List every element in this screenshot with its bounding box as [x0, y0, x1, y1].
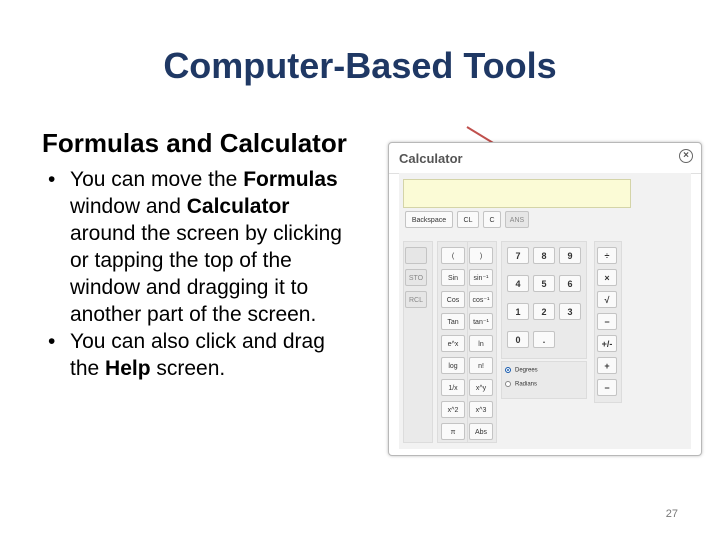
key-operator[interactable]: +: [597, 357, 617, 374]
key-function[interactable]: x^3: [469, 401, 493, 418]
key-function[interactable]: Sin: [441, 269, 465, 286]
key-function[interactable]: Abs: [469, 423, 493, 440]
close-icon[interactable]: ×: [679, 149, 693, 163]
key-operator[interactable]: ÷: [597, 247, 617, 264]
angle-mode-degrees[interactable]: [505, 367, 538, 374]
radio-icon[interactable]: [505, 367, 511, 373]
calculator-window[interactable]: [388, 142, 702, 456]
key-function[interactable]: π: [441, 423, 465, 440]
page-number: 27: [665, 508, 678, 520]
key-function[interactable]: x^y: [469, 379, 493, 396]
key-sto[interactable]: STO: [405, 269, 427, 286]
key-backspace[interactable]: Backspace: [405, 211, 453, 228]
key-digit-3[interactable]: 3: [559, 303, 581, 320]
calculator-title: Calculator: [399, 151, 463, 166]
key-operator[interactable]: −: [597, 313, 617, 330]
key-function[interactable]: sin⁻¹: [469, 269, 493, 286]
key-function[interactable]: x^2: [441, 401, 465, 418]
bullet-item: • You can also click and drag the Help screen.: [48, 330, 325, 380]
bullet-list: [48, 166, 348, 382]
key-operator[interactable]: √: [597, 291, 617, 308]
bullet-dot: •: [48, 168, 56, 191]
key-digit-9[interactable]: 9: [559, 247, 581, 264]
key-function[interactable]: ): [469, 247, 493, 264]
key-function[interactable]: cos⁻¹: [469, 291, 493, 308]
key-digit-7[interactable]: 7: [507, 247, 529, 264]
bullet-item: • You can move the Formulas window and Calculator around the screen by clicking or tapping the top of the window and dragging it to another part of the screen.: [48, 168, 342, 326]
formulas-term: Formulas: [243, 168, 338, 191]
key-digit-4[interactable]: 4: [507, 275, 529, 292]
key-function[interactable]: log: [441, 357, 465, 374]
key-memory-blank[interactable]: [405, 247, 427, 264]
key-ans[interactable]: ANS: [505, 211, 529, 228]
angle-mode-label: Radians: [515, 381, 538, 388]
key-digit-1[interactable]: 1: [507, 303, 529, 320]
key-function[interactable]: Tan: [441, 313, 465, 330]
key-cl[interactable]: CL: [457, 211, 479, 228]
key-c[interactable]: C: [483, 211, 501, 228]
bullet-dot: •: [48, 330, 56, 353]
calculator-display: [403, 179, 631, 208]
key-rcl[interactable]: RCL: [405, 291, 427, 308]
angle-mode-radians[interactable]: [505, 381, 537, 388]
radio-icon[interactable]: [505, 381, 511, 387]
key-digit-5[interactable]: 5: [533, 275, 555, 292]
slide-subtitle: Formulas and Calculator: [42, 128, 347, 158]
key-function[interactable]: e^x: [441, 335, 465, 352]
key-function[interactable]: (: [441, 247, 465, 264]
key-function[interactable]: 1/x: [441, 379, 465, 396]
key-digit-6[interactable]: 6: [559, 275, 581, 292]
key-operator[interactable]: +/-: [597, 335, 617, 352]
key-digit-8[interactable]: 8: [533, 247, 555, 264]
angle-mode-label: Degrees: [515, 367, 538, 374]
key-digit-2[interactable]: 2: [533, 303, 555, 320]
calculator-title-bar[interactable]: [389, 143, 701, 174]
calculator-term: Calculator: [186, 195, 290, 218]
slide-title: Computer-Based Tools: [163, 45, 557, 86]
key-digit-0[interactable]: 0: [507, 331, 529, 348]
key-function[interactable]: Cos: [441, 291, 465, 308]
key-operator[interactable]: ×: [597, 269, 617, 286]
key-function[interactable]: n!: [469, 357, 493, 374]
key-function[interactable]: tan⁻¹: [469, 313, 493, 330]
key-function[interactable]: ln: [469, 335, 493, 352]
help-term: Help: [105, 357, 151, 380]
key-digit-decimal[interactable]: .: [533, 331, 555, 348]
key-operator[interactable]: −: [597, 379, 617, 396]
